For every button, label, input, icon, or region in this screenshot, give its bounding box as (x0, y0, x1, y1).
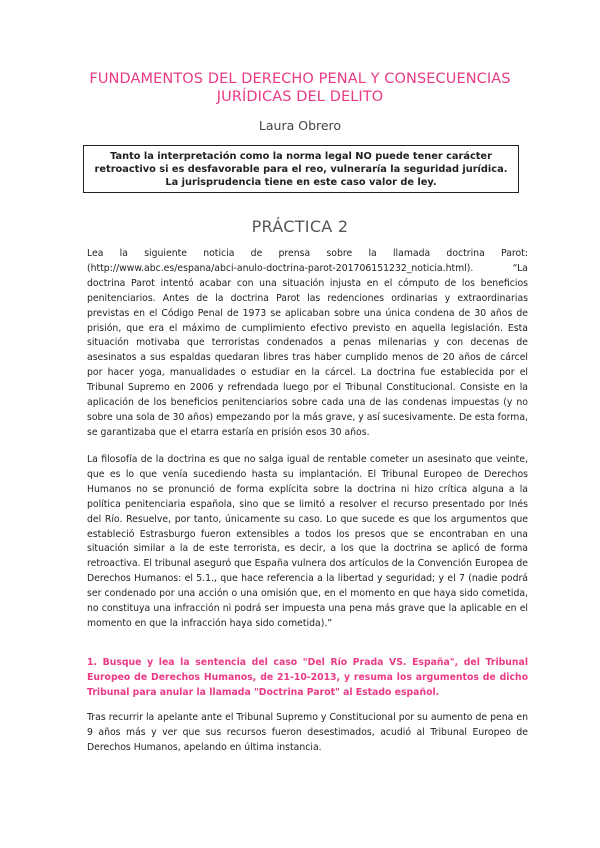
answer-1: Tras recurrir la apelante ante el Tribunal Supremo y Constitucional por su aumento de pena en 9 años más y ver que sus recursos fueron desestimados, acudió al Tribunal Europeo de Derechos Humanos, apelando en última instancia. (87, 712, 528, 753)
document-title: FUNDAMENTOS DEL DERECHO PENAL Y CONSECUENCIAS JURÍDICAS DEL DELITO (89, 71, 511, 105)
highlight-quote-box: Tanto la interpretación como la norma legal NO puede tener carácter retroactivo si es desfavorable para el reo, vulneraría la seguridad jurídica. La jurisprudencia tiene en este caso valor de ley. (83, 145, 519, 193)
paragraph-doctrine-philosophy: La filosofía de la doctrina es que no salga igual de rentable cometer un asesinato que veinte, que es lo que venía sucediendo hasta su implantación. El Tribunal Europeo de Derechos Humanos no se pronunció de forma explícita sobre la doctrina ni hizo crítica alguna a la política penitenciaria española, sino que se limitó a resolver el recurso presentado por Inés del Río. Resuelve, por tanto, únicamente su caso. Lo que sucede es que los argumentos que estableció Estrasburgo fueron extensibles a todos los presos que se encontraban en una situación similar a la de este terrorista, es decir, a los que la doctrina se aplicó de forma retroactiva. El tribunal aseguró que España vulnera dos artículos de la Convención Europea de Derechos Humanos: el 5.1., que hace referencia a la libertad y seguridad; y el 7 (nadie podrá ser condenado por una acción o una omisión que, en el momento en que haya sido cometida, no constituya una infracción ni podrá ser impuesta una pena más grave que la aplicable en el momento en que la infracción haya sido cometida).” (87, 454, 528, 629)
paragraph-news-intro: Lea la siguiente noticia de prensa sobre la llamada doctrina Parot: (http://www.abc.es/espana/abci-anulo-doctrina-parot-201706151232_noticia.html). “La doctrina Parot intentó acabar con una situación injusta en el cómputo de los beneficios penitenciarios. Antes de la doctrina Parot las redenciones ordinarias y extraordinarias previstas en el Código Penal de 1973 se aplicaban sobre una única condena de 30 años de prisión, que era el máximo de cumplimiento efectivo previsto en aquella legislación. Esta situación motivaba que terroristas condenados a penas milenarias y con decenas de asesinatos a sus espaldas quedaran libres tras haber cumplido menos de 20 años de cárcel por hacer yoga, manualidades o estudiar en la cárcel. La doctrina fue establecida por el Tribunal Supremo en 2006 y refrendada luego por el Tribunal Constitucional. Consiste en la aplicación de los beneficios penitenciarios sobre cada una de las condenas impuestas (y no sobre una sola de 30 años) empezando por la más grave, y así sucesivamente. De esta forma, se garantizaba que el etarra estaría en prisión esos 30 años. (87, 248, 528, 438)
question-1: 1. Busque y lea la sentencia del caso "Del Río Prada VS. España", del Tribunal Europeo de Derechos Humanos, de 21-10-2013, y resuma los argumentos de dicho Tribunal para anular la llamada "Doctrina Parot" al Estado español. (87, 657, 528, 698)
section-heading: PRÁCTICA 2 (251, 217, 349, 236)
author-name: Laura Obrero (258, 118, 342, 133)
